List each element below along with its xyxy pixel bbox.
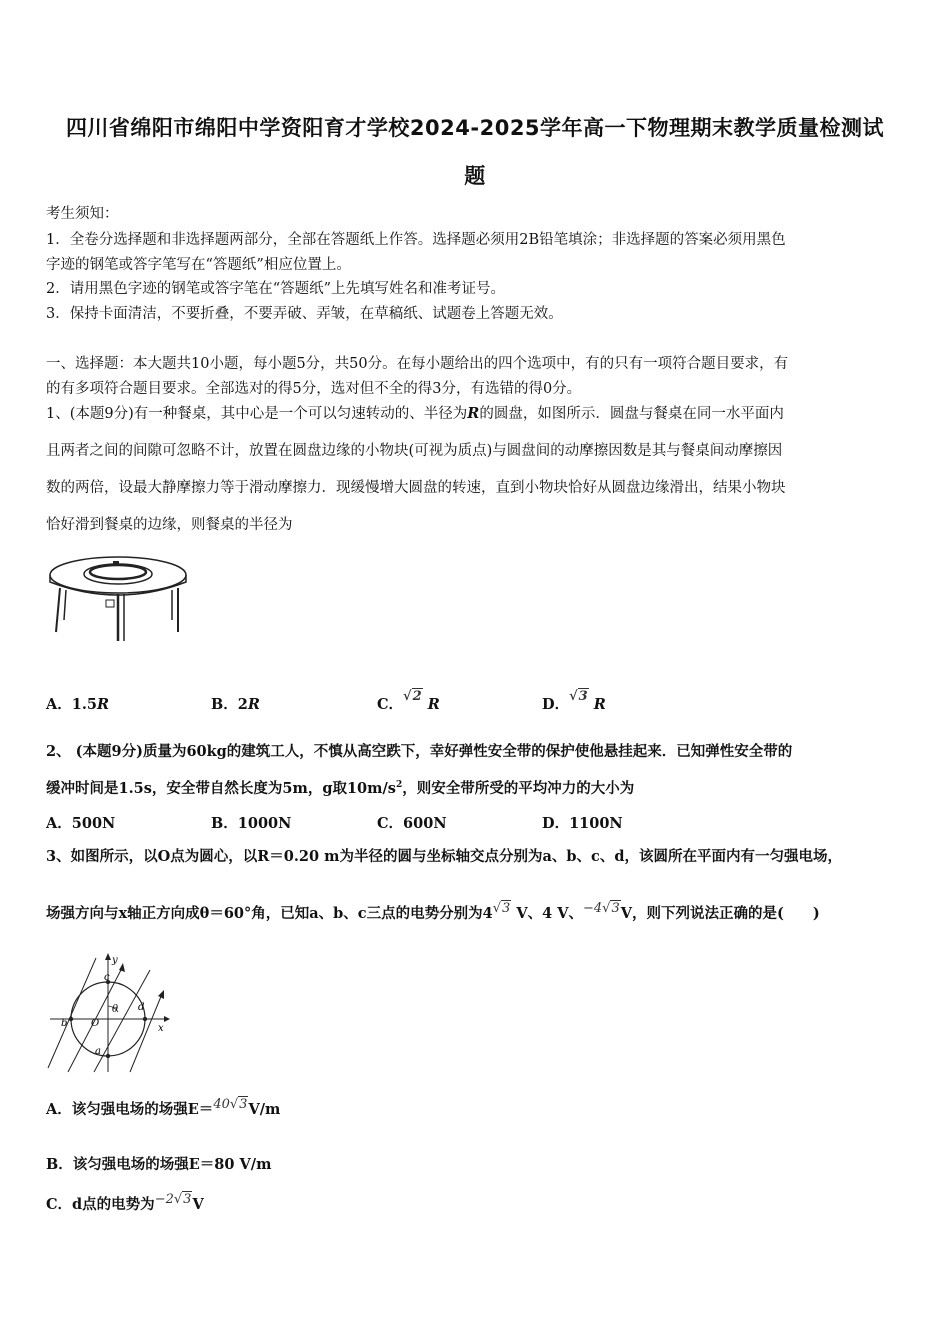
q1-line-3: 数的两倍，设最大静摩擦力等于滑动摩擦力．现缓慢增大圆盘的转速，直到小物块恰好从圆盘边缘滑出，结果小物块 — [46, 480, 786, 496]
q1-option-d[interactable]: D．√3 R — [542, 689, 606, 713]
q2-option-d[interactable]: D．1100N — [542, 815, 623, 832]
section-intro-line-1: 一、选择题：本大题共10小题，每小题5分，共50分。在每小题给出的四个选项中，有的只有一项符合题目要求，有 — [46, 356, 789, 372]
page-title-continued: 题 — [464, 164, 486, 188]
q2-option-b[interactable]: B．1000N — [211, 815, 292, 832]
sqrt-3-a: √3 — [492, 901, 511, 916]
notice-item-1-continued: 字迹的钢笔或答字笔写在“答题纸”相应位置上。 — [46, 257, 351, 273]
notice-item-2: 2．请用黑色字迹的钢笔或答字笔在“答题纸”上先填写姓名和准考证号。 — [46, 281, 506, 297]
q3-option-c[interactable]: C．d点的电势为−2√3V — [46, 1192, 204, 1213]
q3-option-a[interactable]: A．该匀强电场的场强E＝40√3V/m — [46, 1097, 281, 1118]
q2-option-a[interactable]: A．500N — [46, 815, 116, 832]
q2-line-1: 2、 (本题9分)质量为60kg的建筑工人，不慎从高空跌下，幸好弹性安全带的保护使他悬挂起来．已知弹性安全带的 — [46, 743, 793, 760]
fig-label-a: a — [95, 1046, 101, 1057]
fig-label-y: y — [112, 955, 118, 966]
fig-label-o: O — [91, 1018, 100, 1029]
q2-line-2: 缓冲时间是1.5s，安全带自然长度为5m，g取$10m/s^2$，则安全带所受的平均冲力的大小为 — [46, 780, 635, 797]
neg-4-sqrt-3: −4√3 — [582, 901, 620, 916]
q1-option-c[interactable]: C．√2 R — [377, 689, 440, 713]
sqrt-3: √3 — [569, 689, 588, 704]
table-figure — [46, 550, 191, 645]
coef-neg2-sqrt-3: −2√3 — [154, 1192, 192, 1207]
field-figure — [46, 950, 171, 1075]
fig-label-d: d — [138, 1002, 145, 1013]
q3-line-1: 3、如图所示，以O点为圆心，以R＝0.20 m为半径的圆与坐标轴交点分别为a、b、c、d，该圆所在平面内有一匀强电场， — [46, 848, 842, 865]
fig-label-x: x — [158, 1023, 164, 1034]
q1-line-2: 且两者之间的间隙可忽略不计，放置在圆盘边缘的小物块(可视为质点)与圆盘间的动摩擦因数是其与餐桌间动摩擦因 — [46, 443, 783, 459]
q3-option-b[interactable]: B．该匀强电场的场强E＝80 V/m — [46, 1156, 272, 1173]
q1-line-1: 1、(本题9分)有一种餐桌，其中心是一个可以匀速转动的、半径为R的圆盘，如图所示．圆盘与餐桌在同一水平面内 — [46, 405, 784, 422]
notice-heading: 考生须知： — [46, 206, 119, 222]
q1-line-4: 恰好滑到餐桌的边缘，则餐桌的半径为 — [46, 517, 293, 533]
coef-40-sqrt-3: 40√3 — [213, 1097, 248, 1112]
section-intro-line-2: 的有多项符合题目要求。全部选对的得5分，选对但不全的得3分，有选错的得0分。 — [46, 381, 582, 397]
notice-item-1: 1．全卷分选择题和非选择题两部分，全部在答题纸上作答。选择题必须用2B铅笔填涂；非选择题的答案必须用黑色 — [46, 232, 786, 248]
q1-var-R: R — [467, 405, 480, 422]
q1-option-b[interactable]: B．2R — [211, 696, 260, 713]
fig-label-theta: θ — [112, 1004, 119, 1015]
page-title: 四川省绵阳市绵阳中学资阳育才学校2024-2025学年高一下物理期末教学质量检测试 — [65, 116, 885, 140]
q2-option-c[interactable]: C．600N — [377, 815, 447, 832]
fig-label-c: c — [104, 972, 110, 983]
q1-option-a[interactable]: A．1.5R — [46, 696, 110, 713]
sqrt-2: √2 — [403, 689, 422, 704]
notice-item-3: 3．保持卡面清洁，不要折叠，不要弄破、弄皱，在草稿纸、试题卷上答题无效。 — [46, 306, 563, 322]
fig-label-b: b — [61, 1018, 68, 1029]
q3-line-2: 场强方向与x轴正方向成θ＝60°角，已知a、b、c三点的电势分别为4√3 V、4 V、−4√3V，则下列说法正确的是( ) — [46, 901, 820, 922]
